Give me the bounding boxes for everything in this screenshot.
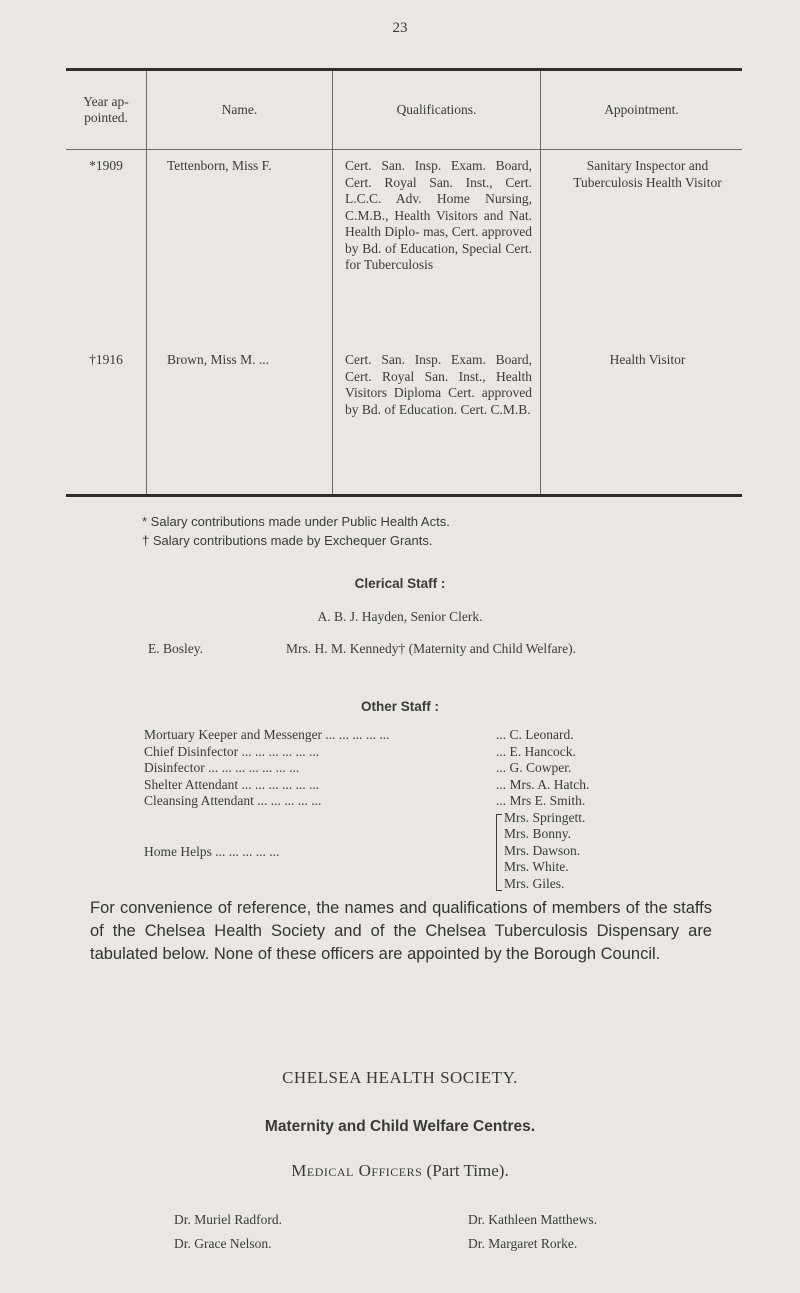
staff-name: ... Mrs. A. Hatch. [496, 776, 590, 792]
page-number: 23 [392, 20, 408, 36]
list-item [144, 744, 664, 761]
list-item: Mrs. White. [504, 859, 569, 874]
list-item [144, 727, 664, 744]
staff-role: Mortuary Keeper and Messenger ... ... ... ... ... [144, 727, 390, 742]
society-title: CHELSEA HEALTH SOCIETY. [282, 1068, 518, 1087]
row-year: *1909 [89, 158, 123, 173]
clerk-kennedy: Mrs. H. M. Kennedy† (Maternity and Child Welfare). [286, 641, 576, 656]
note-public-health: * Salary contributions made under Public Health Acts. [142, 514, 450, 529]
home-helps-names [496, 810, 585, 895]
row-appointment: Health Visitor [540, 352, 742, 494]
doctor-name: Dr. Muriel Radford. [174, 1212, 282, 1227]
table-bottom-rule [66, 494, 742, 497]
clerical-staff-heading: Clerical Staff : [354, 576, 446, 591]
header-qualifications: Qualifications. [332, 71, 540, 149]
table-body [66, 150, 742, 494]
staff-name: ... E. Hancock. [496, 743, 576, 759]
header-year: Year ap- pointed. [83, 93, 129, 125]
table-header-row [66, 71, 742, 150]
list-item: Mrs. Giles. [504, 875, 565, 891]
clerk-bosley: E. Bosley. [148, 641, 203, 656]
note-exchequer: † Salary contributions made by Exchequer Grants. [142, 533, 433, 548]
list-item: Mrs. Dawson. [504, 842, 581, 858]
home-helps-role: Home Helps ... ... ... ... ... [144, 843, 280, 859]
header-appointment: Appointment. [540, 71, 742, 149]
medical-officers-label: Medical Officers [291, 1161, 423, 1180]
table-row [66, 352, 742, 494]
part-time-label: (Part Time). [426, 1161, 509, 1180]
staff-role: Chief Disinfector ... ... ... ... ... ... [144, 743, 320, 759]
staff-role: Disinfector ... ... ... ... ... ... ... [144, 760, 300, 775]
row-name: Brown, Miss M. ... [146, 352, 332, 494]
row-name: Tettenborn, Miss F. [146, 150, 332, 352]
row-qualifications: Cert. San. Insp. Exam. Board, Cert. Royal San. Inst., Health Visitors Diploma Cert. approved by Bd. of Education. Cert. C.M.B. [332, 352, 540, 494]
senior-clerk: A. B. J. Hayden, Senior Clerk. [317, 609, 483, 624]
home-helps-group [144, 810, 664, 895]
other-staff-heading: Other Staff : [360, 699, 439, 714]
list-item [144, 760, 664, 777]
table-row [66, 150, 742, 352]
row-appointment: Sanitary Inspector and Tuberculosis Health Visitor [540, 150, 742, 352]
staff-name: ... G. Cowper. [496, 760, 572, 775]
staff-role: Shelter Attendant ... ... ... ... ... ... [144, 776, 320, 792]
doctor-name: Dr. Kathleen Matthews. [468, 1212, 597, 1227]
doctor-name: Dr. Margaret Rorke. [468, 1236, 578, 1251]
staff-name: ... Mrs E. Smith. [496, 793, 586, 808]
list-item [144, 777, 664, 794]
other-staff-list [144, 727, 664, 895]
reference-paragraph: For convenience of reference, the names and qualifications of members of the staffs of the Chelsea Health Society and of the Chelsea Tuberculosis Dispensary are tabulated below. None of these officers are appointed by the Borough Council. [90, 899, 712, 963]
list-item: Mrs. Springett. [504, 809, 586, 825]
list-item: Mrs. Bonny. [504, 826, 572, 841]
staff-role: Cleansing Attendant ... ... ... ... ... [144, 793, 322, 808]
medical-officers-heading [0, 1161, 800, 1181]
header-name: Name. [146, 71, 332, 149]
list-item [144, 793, 664, 810]
centres-title: Maternity and Child Welfare Centres. [264, 1118, 536, 1135]
salary-notes [142, 512, 450, 550]
doctor-name: Dr. Grace Nelson. [174, 1236, 272, 1251]
staff-name: ... C. Leonard. [496, 727, 574, 742]
staff-table [66, 68, 742, 497]
row-year: †1916 [89, 352, 123, 367]
row-qualifications: Cert. San. Insp. Exam. Board, Cert. Royal San. Inst., Cert. L.C.C. Adv. Home Nursing, C.M.B., Health Visitors and Nat. Health Diplo- mas, Cert. approved by Bd. of Education, Special Cert. for Tuberculosis [332, 150, 540, 352]
